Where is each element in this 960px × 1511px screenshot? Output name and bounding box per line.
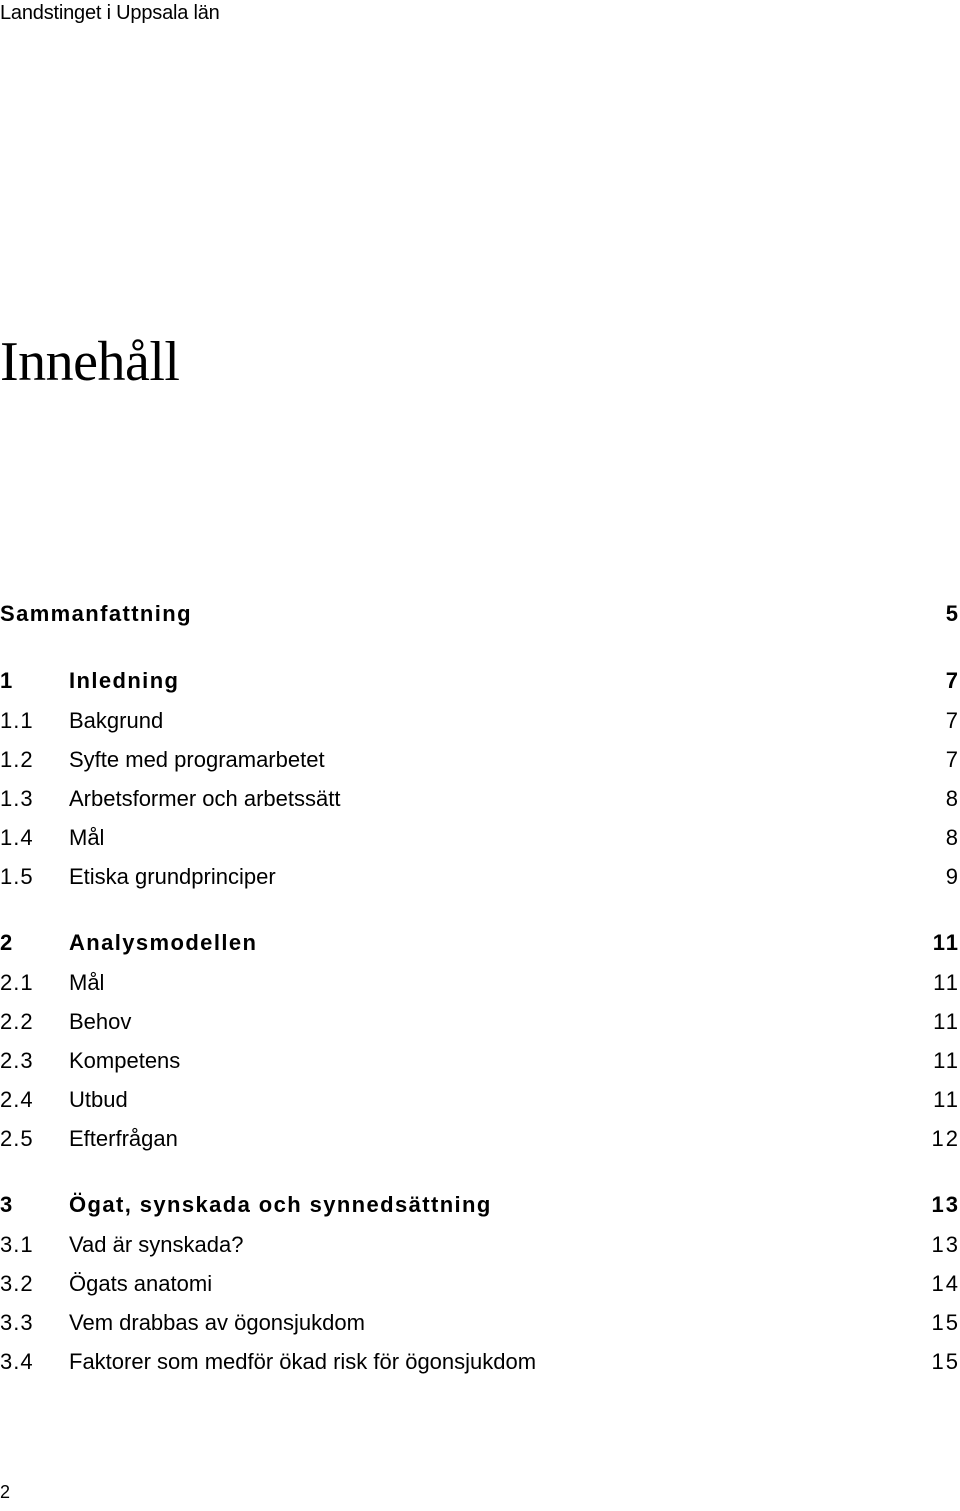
toc-entry[interactable]	[0, 745, 960, 775]
toc-entry-label: Vem drabbas av ögonsjukdom	[69, 1310, 365, 1335]
toc-entry-page: 15	[931, 1349, 960, 1374]
toc-entry-label: Sammanfattning	[0, 601, 192, 626]
toc-entry-label: Arbetsformer och arbetssätt	[69, 786, 341, 811]
toc-entry-number: 1.4	[0, 825, 34, 850]
toc-entry-number: 3.2	[0, 1271, 34, 1296]
toc-entry-number: 2.3	[0, 1048, 34, 1073]
toc-entry[interactable]	[0, 1085, 960, 1115]
toc-entry-number: 3	[0, 1192, 14, 1217]
toc-entry-page: 7	[945, 668, 960, 693]
toc-entry[interactable]	[0, 706, 960, 736]
toc-entry[interactable]	[0, 1124, 960, 1154]
page-number: 2	[0, 1482, 11, 1502]
toc-entry-number: 3.1	[0, 1232, 34, 1257]
toc-entry-number: 1.5	[0, 864, 34, 889]
toc-entry[interactable]	[0, 784, 960, 814]
toc-entry[interactable]	[0, 823, 960, 853]
toc-entry[interactable]	[0, 1190, 960, 1220]
toc-entry-label: Vad är synskada?	[69, 1232, 244, 1257]
toc-entry[interactable]	[0, 666, 960, 696]
toc-entry-number: 2.1	[0, 970, 34, 995]
toc-entry-page: 13	[931, 1232, 960, 1257]
toc-entry-page: 8	[945, 786, 960, 811]
toc-entry-label: Utbud	[69, 1087, 128, 1112]
toc-entry-number: 2.5	[0, 1126, 34, 1151]
toc-entry-number: 3.3	[0, 1310, 34, 1335]
toc-entry-label: Mål	[69, 825, 105, 850]
toc-entry-label: Syfte med programarbetet	[69, 747, 325, 772]
toc-entry[interactable]	[0, 862, 960, 892]
toc-entry-number: 1.2	[0, 747, 34, 772]
toc-entry-number: 3.4	[0, 1349, 34, 1374]
toc-entry-label: Ögat, synskada och synnedsättning	[69, 1192, 492, 1217]
toc-entry-page: 11	[933, 1087, 960, 1112]
toc-entry-page: 13	[931, 1192, 960, 1217]
toc-entry-label: Efterfrågan	[69, 1126, 178, 1151]
toc-entry-page: 7	[945, 708, 960, 733]
toc-entry-page: 15	[931, 1310, 960, 1335]
toc-entry[interactable]	[0, 928, 960, 958]
toc-entry-page: 12	[931, 1126, 960, 1151]
toc-entry-number: 2.4	[0, 1087, 34, 1112]
toc-entry[interactable]	[0, 1230, 960, 1260]
page-title: Innehåll	[0, 331, 180, 393]
toc-entry-label: Ögats anatomi	[69, 1271, 213, 1296]
toc-entry-page: 11	[933, 1048, 960, 1073]
toc-entry-page: 11	[933, 1009, 960, 1034]
toc-entry-page: 9	[945, 864, 960, 889]
toc-entry-label: Bakgrund	[69, 708, 164, 733]
toc-entry[interactable]	[0, 968, 960, 998]
running-header: Landstinget i Uppsala län	[0, 2, 220, 24]
toc-entry-label: Kompetens	[69, 1048, 181, 1073]
toc-entry-page: 14	[931, 1271, 960, 1296]
toc-entry-number: 2.2	[0, 1009, 34, 1034]
toc-entry-label: Inledning	[69, 668, 180, 693]
toc-entry-label: Mål	[69, 970, 105, 995]
toc-entry-number: 1	[0, 668, 14, 693]
toc-entry[interactable]	[0, 1269, 960, 1299]
toc-entry-number: 2	[0, 930, 14, 955]
toc-entry-page: 5	[945, 601, 960, 626]
toc-entry-page: 11	[932, 930, 960, 955]
toc-entry[interactable]	[0, 1308, 960, 1338]
toc-entry[interactable]	[0, 1007, 960, 1037]
toc-entry-number: 1.1	[0, 708, 34, 733]
toc-entry[interactable]	[0, 1347, 960, 1377]
toc-entry-page: 8	[945, 825, 960, 850]
toc-entry-number: 1.3	[0, 786, 34, 811]
toc-entry-label: Behov	[69, 1009, 132, 1034]
toc-entry[interactable]	[0, 1046, 960, 1076]
toc-entry[interactable]	[0, 599, 960, 629]
toc-entry-label: Etiska grundprinciper	[69, 864, 276, 889]
toc-entry-label: Faktorer som medför ökad risk för ögonsjukdom	[69, 1349, 537, 1374]
toc-entry-label: Analysmodellen	[69, 930, 258, 955]
toc-entry-page: 7	[945, 747, 960, 772]
toc-entry-page: 11	[933, 970, 960, 995]
